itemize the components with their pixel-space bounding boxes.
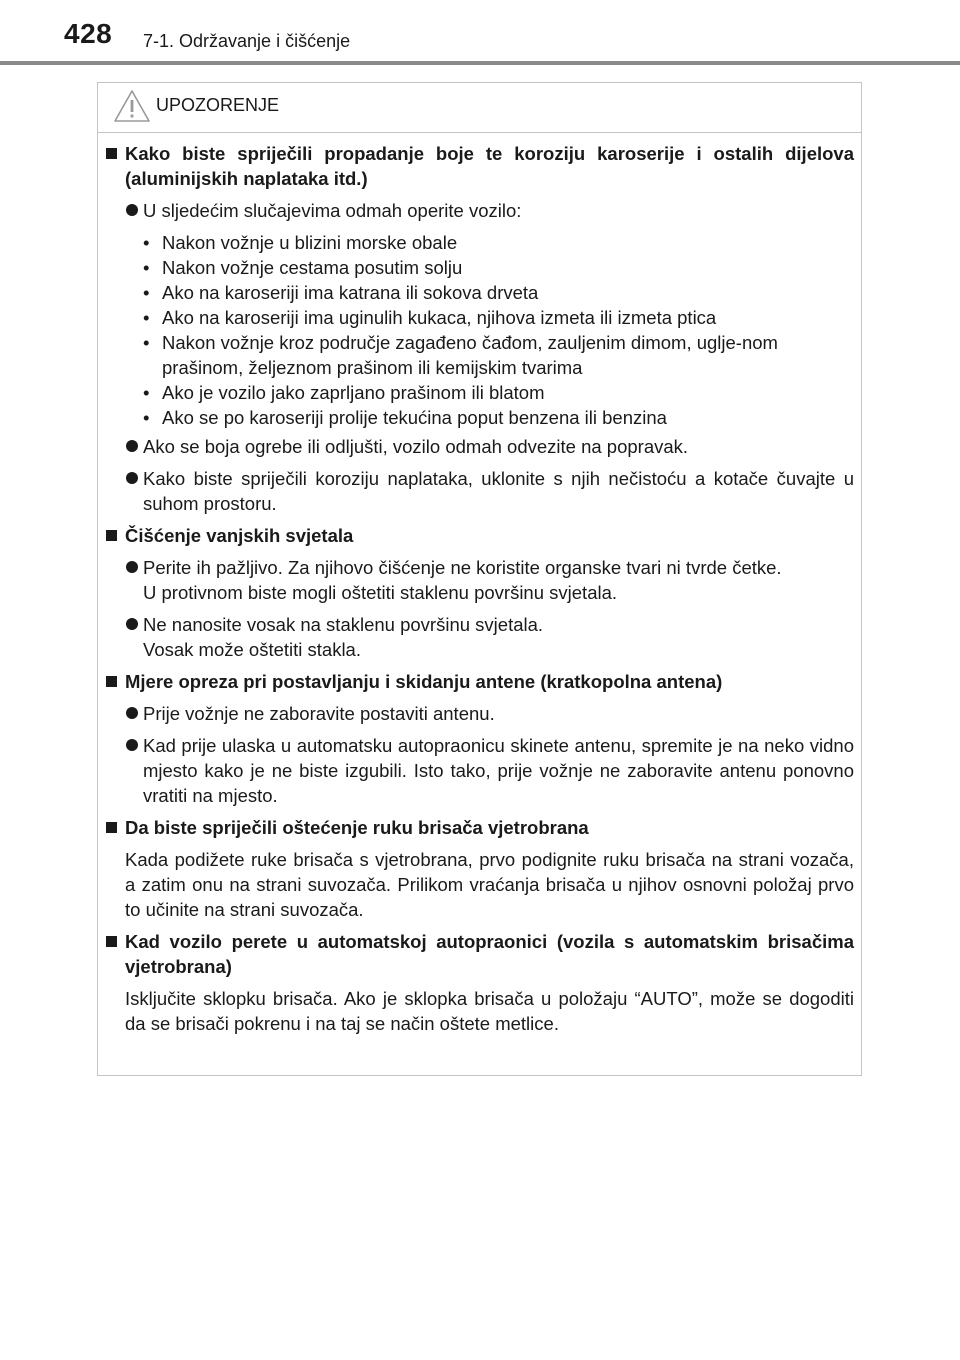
header-divider — [0, 61, 960, 65]
warning-content — [106, 141, 854, 1043]
item-text: Perite ih pažljivo. Za njihovo čišćenje ne koristite organske tvari ni tvrde četke. — [143, 557, 782, 578]
wash-conditions-list — [106, 230, 854, 430]
round-bullet-icon — [126, 618, 138, 630]
square-bullet-icon — [106, 676, 117, 687]
list-item: • Ako na karoseriji ima uginulih kukaca, njihova izmeta ili izmeta ptica — [106, 305, 854, 330]
round-bullet-icon — [126, 204, 138, 216]
list-item — [106, 612, 854, 662]
list-item — [106, 434, 854, 459]
round-bullet-icon — [126, 739, 138, 751]
page-number: 428 — [64, 18, 113, 49]
list-item: • Ako na karoseriji ima katrana ili sokova drveta — [106, 280, 854, 305]
square-bullet-icon — [106, 148, 117, 159]
round-bullet-icon — [126, 561, 138, 573]
paragraph: Kada podižete ruke brisača s vjetrobrana, prvo podignite ruku brisača na strani vozača, a zatim onu na strani suvozača. Prilikom vraćanja brisača u njihov osnovni položaj prvo to učinite na strani suvozača. — [125, 849, 854, 920]
list-item — [106, 555, 854, 605]
warning-header — [98, 83, 861, 133]
list-item: • Nakon vožnje cestama posutim solju — [106, 255, 854, 280]
page-header — [0, 0, 960, 51]
section-heading-antenna — [106, 669, 854, 694]
square-bullet-icon — [106, 936, 117, 947]
square-bullet-icon — [106, 530, 117, 541]
round-bullet-icon — [126, 707, 138, 719]
section-title: 7-1. Održavanje i čišćenje — [143, 31, 351, 51]
section-heading-car-wash — [106, 929, 854, 979]
item-text: Kad prije ulaska u automatsku autopraonicu skinete antenu, spremite je na neko vidno mjesto kako je ne biste izgubili. Isto tako, prije vožnje ne zaboravite antenu ponovno vratiti na mjesto. — [143, 735, 854, 806]
section-heading-wipers — [106, 815, 854, 840]
square-bullet-icon — [106, 822, 117, 833]
list-item — [106, 466, 854, 516]
heading-text: Kako biste spriječili propadanje boje te koroziju karoserije i ostalih dijelova (aluminijskih naplataka itd.) — [125, 143, 854, 189]
heading-text: Kad vozilo perete u automatskoj autopraonici (vozila s automatskim brisačima vjetrobrana) — [125, 931, 854, 977]
list-item: • Ako se po karoseriji prolije tekućina poput benzena ili benzina — [106, 405, 854, 430]
round-bullet-icon — [126, 440, 138, 452]
item-text: U sljedećim slučajevima odmah operite vozilo: — [143, 200, 522, 221]
warning-label: UPOZORENJE — [156, 95, 280, 115]
round-bullet-icon — [126, 472, 138, 484]
list-item: • Nakon vožnje u blizini morske obale — [106, 230, 854, 255]
list-item — [106, 733, 854, 808]
heading-text: Čišćenje vanjskih svjetala — [125, 525, 354, 546]
list-item: • Nakon vožnje kroz područje zagađeno čađom, zauljenim dimom, uglje-nom prašinom, željeznom prašinom ili kemijskim tvarima — [106, 330, 854, 380]
item-text: Kako biste spriječili koroziju naplataka, uklonite s njih nečistoću a kotače čuvajte u suhom prostoru. — [143, 468, 854, 514]
section-heading-lights — [106, 523, 854, 548]
heading-text: Da biste spriječili oštećenje ruku brisača vjetrobrana — [125, 817, 589, 838]
list-item: • Ako je vozilo jako zaprljano prašinom ili blatom — [106, 380, 854, 405]
list-item — [106, 198, 854, 223]
paragraph: Isključite sklopku brisača. Ako je sklopka brisača u položaju “AUTO”, može se dogoditi da se brisači pokrenu i na taj se način oštete metlice. — [125, 988, 854, 1034]
warning-triangle-icon — [113, 89, 151, 123]
warning-box — [97, 82, 862, 1076]
item-text: Vosak može oštetiti stakla. — [143, 639, 361, 660]
list-item — [106, 701, 854, 726]
item-text: Prije vožnje ne zaboravite postaviti antenu. — [143, 703, 495, 724]
section-heading-paint-corrosion — [106, 141, 854, 191]
item-text: Ako se boja ogrebe ili odljušti, vozilo odmah odvezite na popravak. — [143, 436, 689, 457]
heading-text: Mjere opreza pri postavljanju i skidanju antene (kratkopolna antena) — [125, 671, 723, 692]
item-text: U protivnom biste mogli oštetiti staklenu površinu svjetala. — [143, 582, 618, 603]
item-text: Ne nanosite vosak na staklenu površinu svjetala. — [143, 614, 544, 635]
